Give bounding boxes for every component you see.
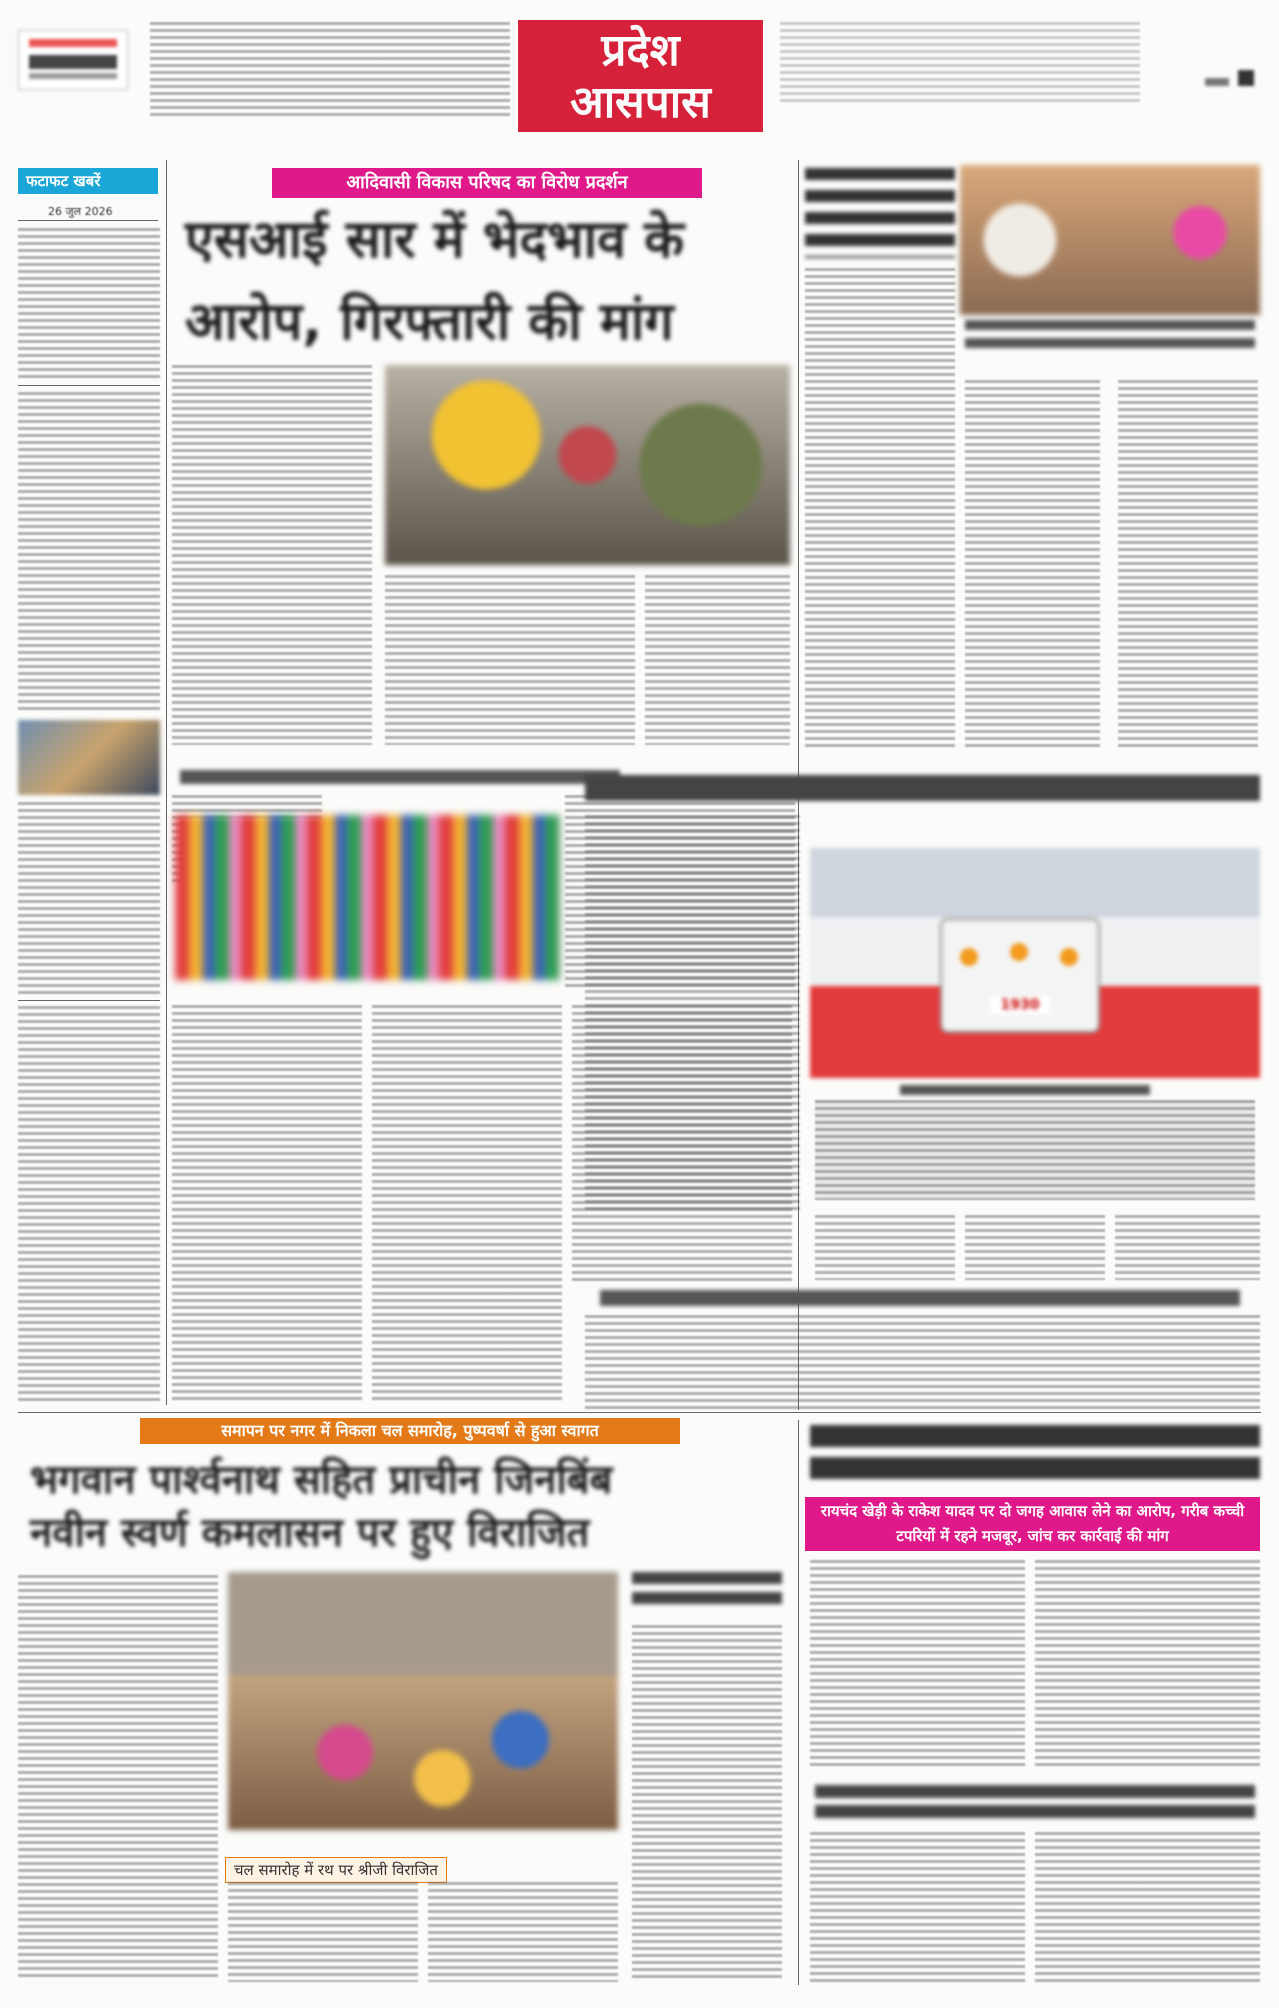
paper-logo (18, 30, 128, 90)
story1-subhead (180, 770, 620, 784)
story3-headline (810, 1425, 1260, 1481)
right-mid-col-b (965, 1215, 1105, 1280)
section-title-line1: प्रदेश (601, 25, 680, 76)
story1-col3 (645, 575, 790, 745)
story3-kicker-text: रायचंद खेड़ी के राकेश यादव पर दो जगह आवास लेने का आरोप, गरीब कच्ची टपरियों में रहने मजबूर, जांच कर कार्रवाई की मांग (820, 1502, 1245, 1545)
story1-photo2 (175, 815, 560, 980)
story2-col3 (428, 1882, 618, 1982)
story2-col2 (228, 1882, 418, 1982)
right-top-col2 (965, 380, 1100, 750)
story2-headline-line2: नवीन स्वर्ण कमलासन पर हुए विराजित (30, 1510, 590, 1556)
left-date: 26 जुल 2026 (48, 205, 113, 218)
story3-col2 (1035, 1560, 1260, 1770)
right-mid-left-col (585, 815, 800, 1210)
right-mid-headline (585, 775, 1260, 801)
balloon-icon (1060, 948, 1078, 966)
story3-col1 (810, 1560, 1025, 1770)
ambulance-caption (900, 1085, 1150, 1095)
right-top-col3 (1118, 380, 1258, 750)
right-mid-subhead (600, 1290, 1240, 1306)
story3-col3 (810, 1832, 1025, 1982)
story2-photo (228, 1572, 618, 1830)
story1-col2 (385, 575, 635, 745)
story3-subhead (815, 1785, 1255, 1821)
story3-kicker (805, 1497, 1260, 1551)
right-mid-box-text (815, 1100, 1255, 1200)
story2-kicker (140, 1418, 680, 1444)
section-title-line2: आसपास (570, 77, 711, 128)
right-mid-col-a (815, 1215, 955, 1280)
right-top-photo (960, 165, 1260, 315)
left-brief-1 (18, 228, 160, 378)
right-top-col1 (805, 268, 955, 748)
story2-kicker-text: समापन पर नगर में निकला चल समारोह, पुष्पवर्षा से हुआ स्वागत (221, 1421, 599, 1440)
story1-headline-line2: आरोप, गिरफ्तारी की मांग (185, 292, 674, 352)
story2-headline-line1: भगवान पार्श्वनाथ सहित प्राचीन जिनबिंब (30, 1457, 613, 1503)
story1-photo (385, 365, 790, 565)
balloon-icon (960, 948, 978, 966)
left-ribbon (18, 168, 158, 194)
left-brief-3 (18, 802, 160, 997)
page-number-box (1205, 70, 1255, 92)
ambulance-vehicle (940, 918, 1100, 1033)
story1-col5 (172, 1005, 362, 1400)
story1-col1 (172, 365, 372, 745)
balloon-icon (1010, 943, 1028, 961)
story3-col4 (1035, 1832, 1260, 1982)
right-top-caption (965, 320, 1255, 356)
left-ribbon-label: फटाफट खबरें (26, 172, 101, 190)
story2-side-head (632, 1572, 782, 1612)
left-brief-2 (18, 392, 160, 712)
story1-headline-line1: एसआई सार में भेदभाव के (185, 210, 685, 270)
ambulance-plate: 1930 (990, 996, 1050, 1014)
left-brief-4 (18, 1006, 160, 1401)
top-briefs-text (150, 22, 510, 117)
story1-col6 (372, 1005, 562, 1400)
right-top-headline (805, 168, 955, 258)
right-mid-col-c (1115, 1215, 1260, 1280)
story2-photo-caption: चल समारोह में रथ पर श्रीजी विराजित (225, 1857, 447, 1883)
right-mid-bottom-text (585, 1315, 1260, 1410)
top-right-text (780, 22, 1140, 102)
left-brief-photo (18, 720, 160, 795)
story1-kicker-text: आदिवासी विकास परिषद का विरोध प्रदर्शन (346, 172, 628, 193)
story2-col1 (18, 1575, 218, 1980)
section-title-box (518, 20, 763, 132)
ambulance-photo (810, 848, 1260, 1078)
story2-side-col (632, 1625, 782, 1980)
story1-kicker (272, 168, 702, 198)
